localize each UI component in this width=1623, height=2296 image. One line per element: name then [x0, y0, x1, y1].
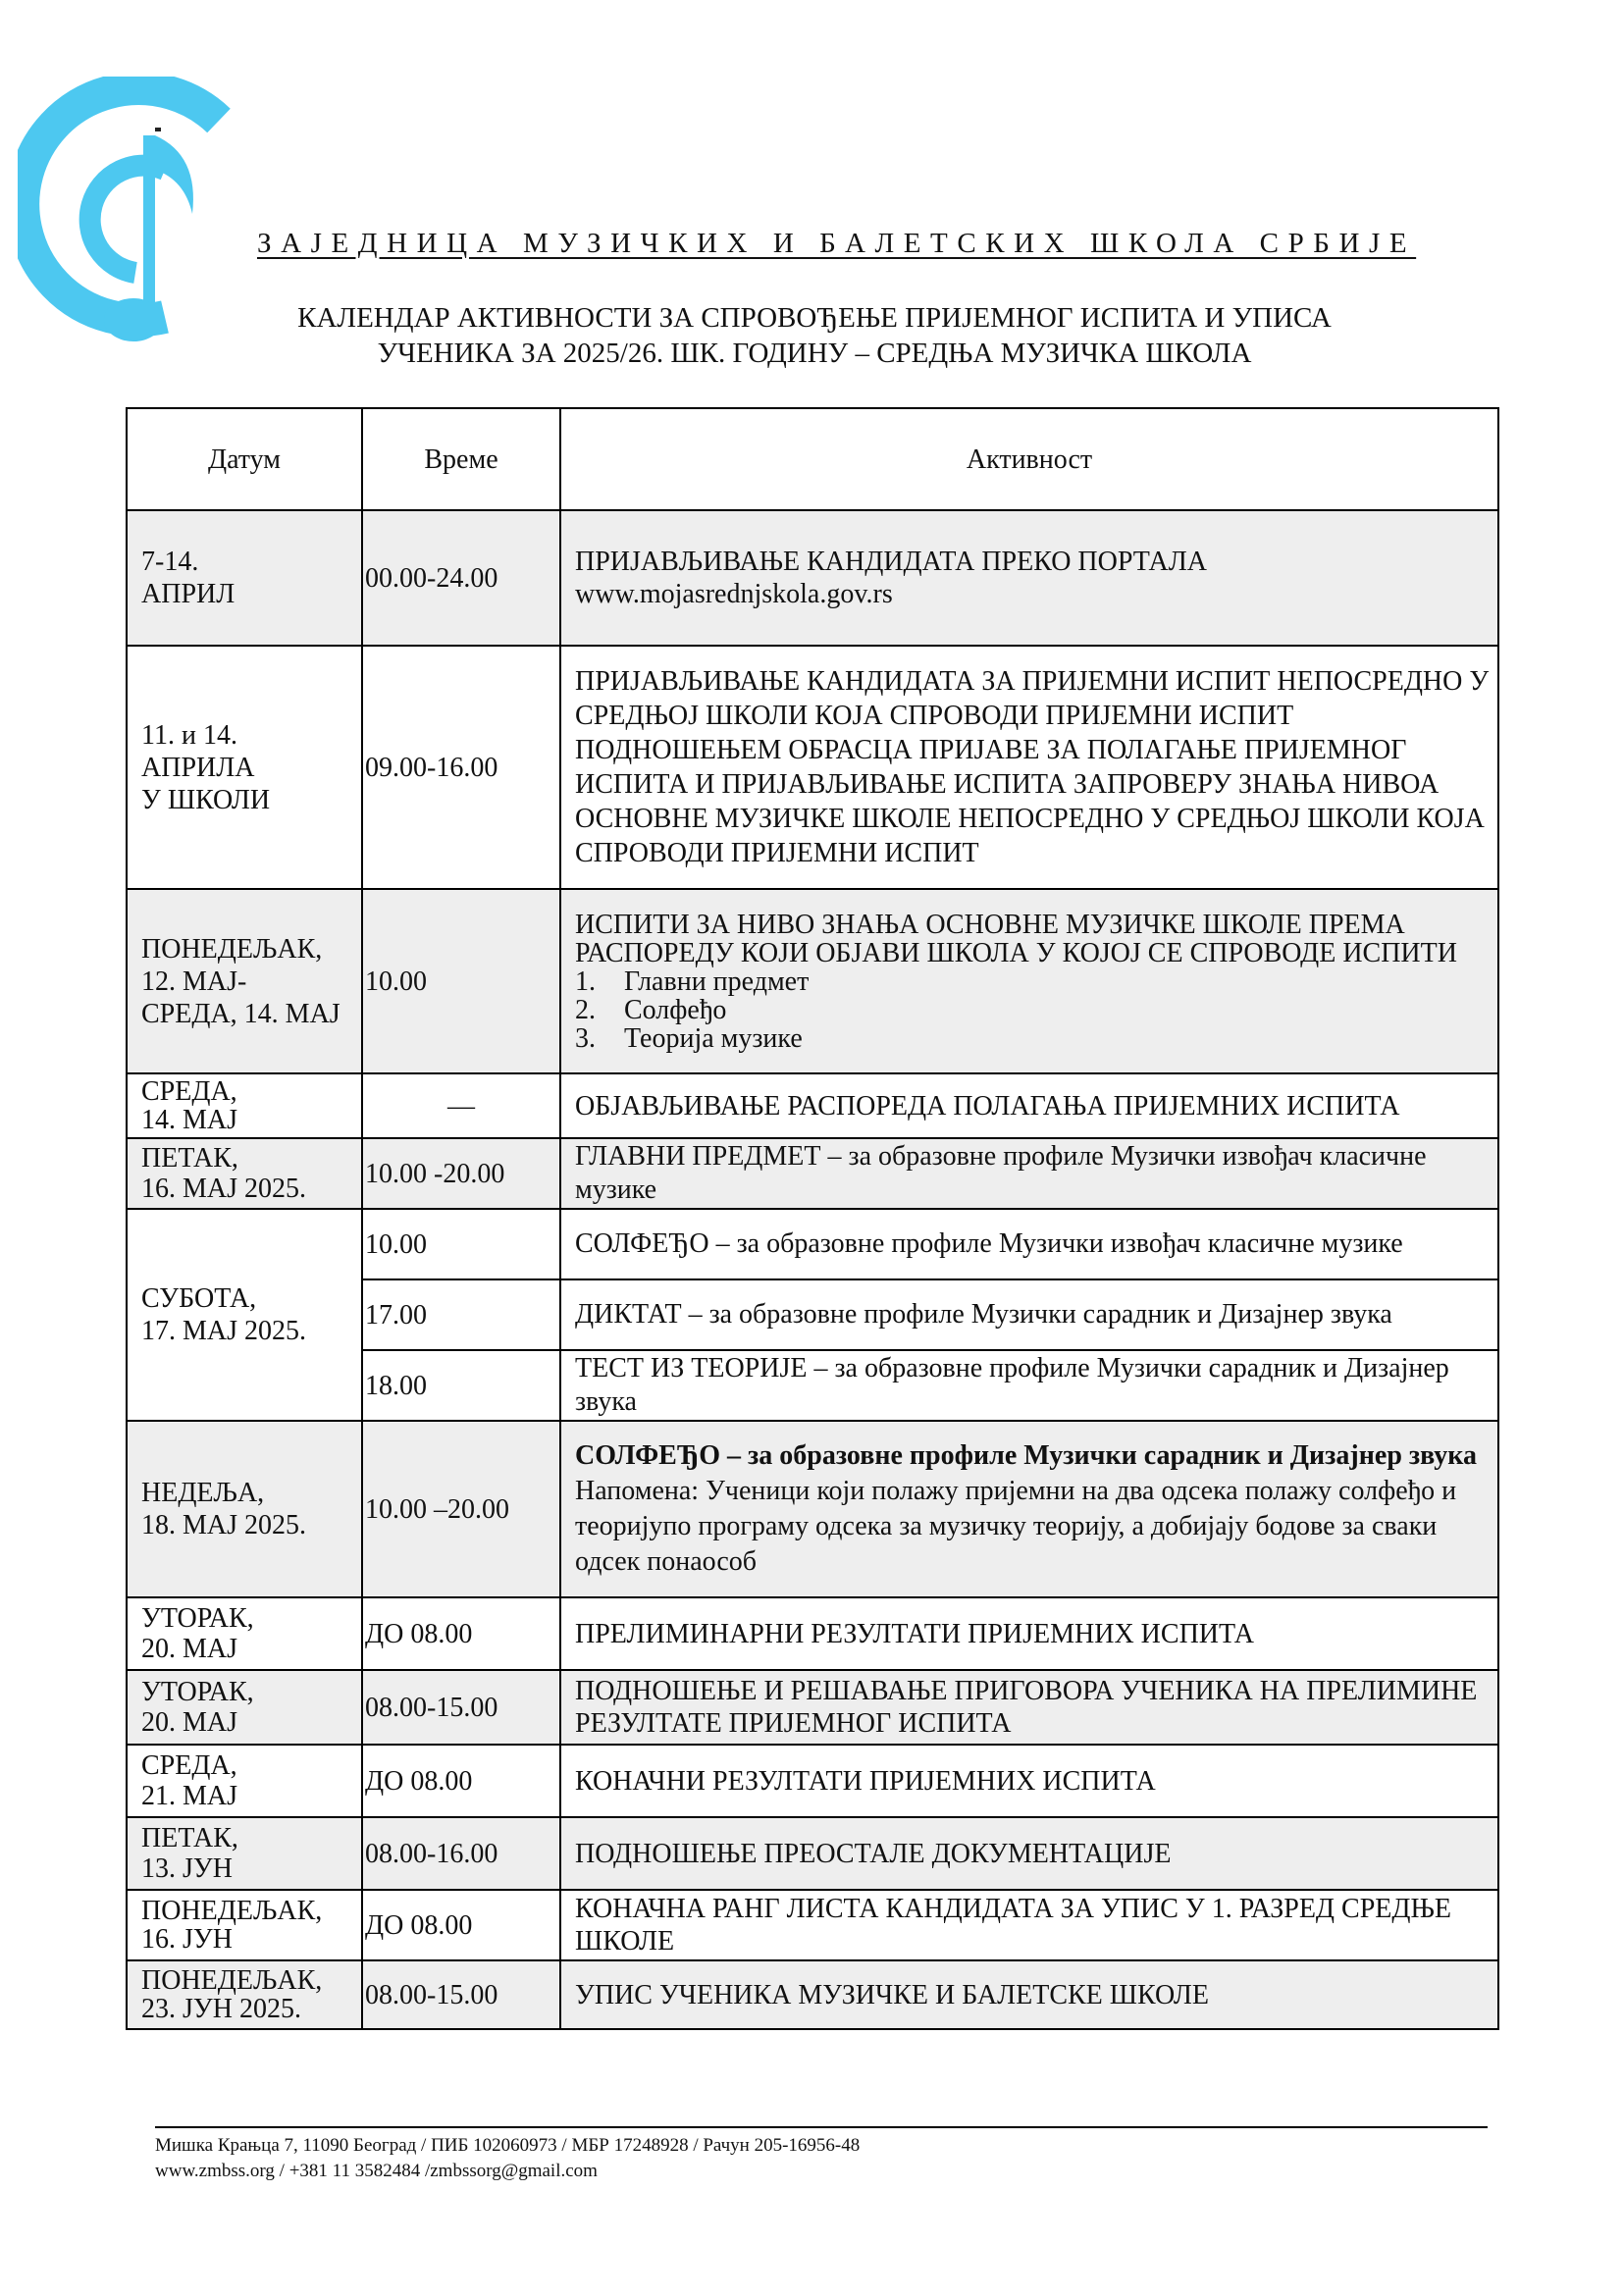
list-number: 3. [575, 1022, 596, 1054]
activity-bold-text: СОЛФЕЂО – за образовне профиле Музички сарадник и Дизајнер звука [575, 1440, 1478, 1471]
date-line: У ШКОЛИ [141, 784, 271, 815]
time-cell: ДО 08.00 [362, 1890, 560, 1960]
date-line: АПРИЛА [141, 752, 255, 783]
activity-cell [560, 510, 1498, 646]
activity-cell: ТЕСТ ИЗ ТЕОРИЈЕ – за образовне профиле Музички сарадник и Дизајнер звука [560, 1350, 1498, 1421]
time-cell: 08.00-16.00 [362, 1817, 560, 1890]
column-header-activity: Активност [560, 408, 1498, 510]
date-line: СРЕДА, [141, 1076, 237, 1107]
list-text: Главни предмет [624, 965, 810, 997]
date-line: ПЕТАК, [141, 1143, 238, 1174]
table-row [127, 1745, 1498, 1817]
date-cell [127, 889, 362, 1073]
date-line: 21. МАЈ [141, 1781, 238, 1811]
date-line: СУБОТА, [141, 1283, 257, 1314]
activity-cell: ДИКТАТ – за образовне профиле Музички сарадник и Дизајнер звука [560, 1279, 1498, 1350]
list-number: 2. [575, 994, 596, 1025]
date-line: 20. МАЈ [141, 1634, 238, 1664]
activity-cell: КОНАЧНИ РЕЗУЛТАТИ ПРИЈЕМНИХ ИСПИТА [560, 1745, 1498, 1817]
table-row [127, 1209, 1498, 1279]
date-line: 20. МАЈ [141, 1707, 238, 1738]
schedule-table [126, 407, 1499, 2030]
time-cell: 10.00 –20.00 [362, 1421, 560, 1597]
date-cell [127, 1209, 362, 1421]
footer-address: Мишка Крањца 7, 11090 Београд / ПИБ 102060973 / МБР 17248928 / Рачун 205-16956-48 [155, 2135, 861, 2156]
table-row [127, 510, 1498, 646]
column-header-time: Време [362, 408, 560, 510]
date-line: 16. ЈУН [141, 1924, 233, 1955]
date-line: 17. МАЈ 2025. [141, 1316, 307, 1346]
table-row [127, 1817, 1498, 1890]
time-cell: 08.00-15.00 [362, 1960, 560, 2029]
list-item [575, 967, 1493, 996]
table-row [127, 1960, 1498, 2029]
time-cell: 18.00 [362, 1350, 560, 1421]
activity-text: ИСПИТИ ЗА НИВО ЗНАЊА ОСНОВНЕ МУЗИЧКЕ ШКОЛЕ ПРЕМА РАСПОРЕДУ КОЈИ ОБЈАВИ ШКОЛА У КОЈОЈ СЕ СПРОВОДЕ ИСПИТИ [575, 909, 1457, 968]
date-cell [127, 1890, 362, 1960]
portal-url: www.mojasrednjskola.gov.rs [575, 579, 893, 609]
date-cell [127, 1745, 362, 1817]
list-number: 1. [575, 965, 596, 997]
table-header-row [127, 408, 1498, 510]
time-cell: 10.00 [362, 1209, 560, 1279]
date-line: 14. МАЈ [141, 1105, 238, 1135]
date-line: ПЕТАК, [141, 1823, 238, 1853]
table-row [127, 646, 1498, 889]
activity-cell: ПРИЈАВЉИВАЊЕ КАНДИДАТА ЗА ПРИЈЕМНИ ИСПИТ НЕПОСРЕДНО У СРЕДЊОЈ ШКОЛИ КОЈА СПРОВОДИ ПРИЈЕМНИ ИСПИТ ПОДНОШЕЊЕМ ОБРАСЦА ПРИЈАВЕ ЗА ПОЛАГАЊЕ ПРИЈЕМНОГ ИСПИТА И ПРИЈАВЉИВАЊЕ ИСПИТА ЗАПРОВЕРУ ЗНАЊА НИВОА ОСНОВНЕ МУЗИЧКЕ ШКОЛЕ НЕПОСРЕДНО У СРЕДЊОЈ ШКОЛИ КОЈА СПРОВОДИ ПРИЈЕМНИ ИСПИТ [560, 646, 1498, 889]
list-text: Теорија музике [624, 1022, 803, 1054]
table-row [127, 1670, 1498, 1745]
activity-cell: УПИС УЧЕНИКА МУЗИЧКЕ И БАЛЕТСКЕ ШКОЛЕ [560, 1960, 1498, 2029]
date-line: 7-14. [141, 547, 199, 577]
footer-contact: www.zmbss.org / +381 11 3582484 /zmbssorg@gmail.com [155, 2161, 598, 2181]
time-cell: 10.00 [362, 889, 560, 1073]
date-cell [127, 510, 362, 646]
list-text: Солфеђо [624, 994, 727, 1025]
table-row [127, 1138, 1498, 1209]
time-cell: — [362, 1073, 560, 1138]
table-row [127, 1073, 1498, 1138]
column-header-date: Датум [127, 408, 362, 510]
time-cell: ДО 08.00 [362, 1597, 560, 1670]
date-line: УТОРАК, [141, 1603, 254, 1634]
activity-cell: ПОДНОШЕЊЕ И РЕШАВАЊЕ ПРИГОВОРА УЧЕНИКА НА ПРЕЛИМИНЕ РЕЗУЛТАТЕ ПРИЈЕМНОГ ИСПИТА [560, 1670, 1498, 1745]
time-cell: ДО 08.00 [362, 1745, 560, 1817]
exam-subject-list [575, 967, 1493, 1053]
date-cell [127, 1138, 362, 1209]
date-line: 18. МАЈ 2025. [141, 1510, 307, 1540]
date-line: 16. МАЈ 2025. [141, 1174, 307, 1204]
time-cell: 10.00 -20.00 [362, 1138, 560, 1209]
date-line: 11. и 14. [141, 719, 237, 751]
document-title [177, 300, 1452, 371]
table-row [127, 889, 1498, 1073]
list-item [575, 996, 1493, 1024]
title-line-2: УЧЕНИКА ЗА 2025/26. ШК. ГОДИНУ – СРЕДЊА МУЗИЧКА ШКОЛА [377, 338, 1252, 369]
date-cell [127, 1421, 362, 1597]
date-line: ПОНЕДЕЉАК, [141, 1965, 323, 1996]
date-line: ПОНЕДЕЉАК, [141, 1896, 323, 1926]
activity-cell: ПРЕЛИМИНАРНИ РЕЗУЛТАТИ ПРИЈЕМНИХ ИСПИТА [560, 1597, 1498, 1670]
table-row [127, 1890, 1498, 1960]
date-cell [127, 1817, 362, 1890]
date-line: ПОНЕДЕЉАК, [141, 933, 323, 965]
activity-note: Напомена: Ученици који полажу пријемни на два одсека полажу солфеђо и теоријупо програму одсека за музичку теорију, а добијају бодове за сваки одсек понаособ [575, 1476, 1457, 1577]
time-cell: 08.00-15.00 [362, 1670, 560, 1745]
date-line: СРЕДА, [141, 1750, 237, 1781]
date-cell [127, 1597, 362, 1670]
date-line: 12. МАЈ- [141, 965, 247, 997]
date-cell [127, 1073, 362, 1138]
activity-cell: СОЛФЕЂО – за образовне профиле Музички извођач класичне музике [560, 1209, 1498, 1279]
activity-cell: ГЛАВНИ ПРЕДМЕТ – за образовне профиле Музички извођач класичне музике [560, 1138, 1498, 1209]
footer-divider [155, 2126, 1488, 2128]
activity-cell: ОБЈАВЉИВАЊЕ РАСПОРЕДА ПОЛАГАЊА ПРИЈЕМНИХ ИСПИТА [560, 1073, 1498, 1138]
date-line: АПРИЛ [141, 579, 236, 609]
activity-cell [560, 889, 1498, 1073]
date-cell [127, 1670, 362, 1745]
date-cell [127, 1960, 362, 2029]
activity-cell [560, 1421, 1498, 1597]
footer [155, 2133, 1490, 2184]
activity-cell: ПОДНОШЕЊЕ ПРЕОСТАЛЕ ДОКУМЕНТАЦИЈЕ [560, 1817, 1498, 1890]
organization-name: ЗАЈЕДНИЦА МУЗИЧКИХ И БАЛЕТСКИХ ШКОЛА СРБИЈЕ [257, 228, 1417, 259]
activity-cell: КОНАЧНА РАНГ ЛИСТА КАНДИДАТА ЗА УПИС У 1. РАЗРЕД СРЕДЊЕ ШКОЛЕ [560, 1890, 1498, 1960]
time-cell: 09.00-16.00 [362, 646, 560, 889]
date-cell [127, 646, 362, 889]
table-row [127, 1421, 1498, 1597]
time-cell: 17.00 [362, 1279, 560, 1350]
time-cell: 00.00-24.00 [362, 510, 560, 646]
list-item [575, 1024, 1493, 1053]
date-line: СРЕДА, 14. МАЈ [141, 998, 340, 1029]
date-line: 13. ЈУН [141, 1853, 233, 1884]
title-line-1: КАЛЕНДАР АКТИВНОСТИ ЗА СПРОВОЂЕЊЕ ПРИЈЕМНОГ ИСПИТА И УПИСА [297, 302, 1332, 334]
date-line: 23. ЈУН 2025. [141, 1994, 301, 2024]
date-line: НЕДЕЉА, [141, 1478, 265, 1508]
activity-text: ПРИЈАВЉИВАЊЕ КАНДИДАТА ПРЕКО ПОРТАЛА [575, 547, 1207, 577]
date-line: УТОРАК, [141, 1677, 254, 1707]
table-row [127, 1597, 1498, 1670]
